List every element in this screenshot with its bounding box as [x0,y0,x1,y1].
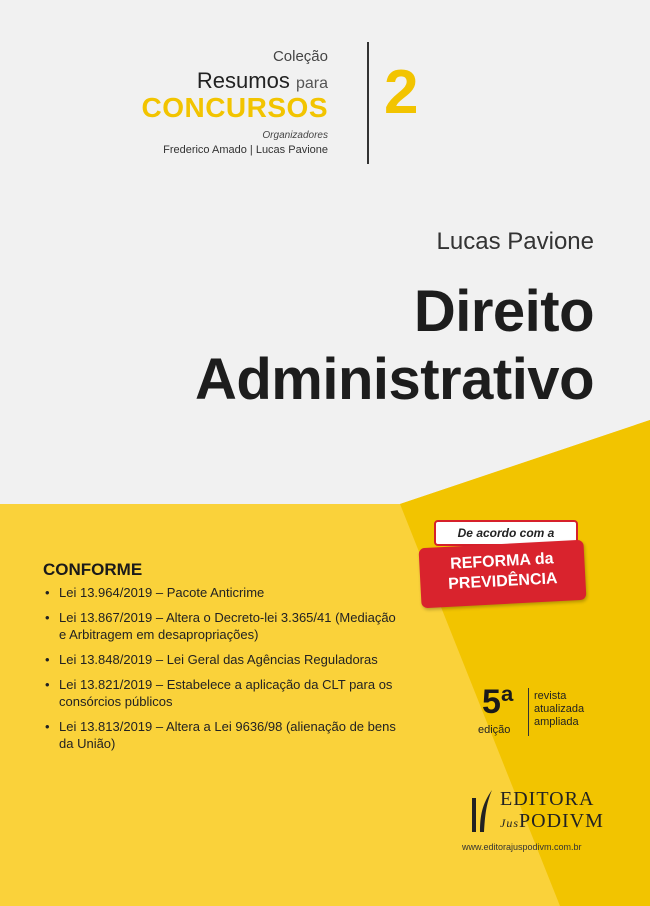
edition-details [534,690,584,729]
law-item: • Lei 13.813/2019 – Altera a Lei 9636/98 (alienação de bens da União) [43,718,403,752]
series-block [141,40,460,170]
badge-line-2: PREVIDÊNCIA [447,570,558,593]
series-colecao: Coleção [272,48,328,65]
series-concursos: CONCURSOS [141,92,328,123]
edition-detail: atualizada [534,703,585,715]
title-line-1: Direito [413,279,594,344]
publisher-jus: Jus [500,816,519,830]
law-list [43,584,403,760]
law-item: • Lei 13.848/2019 – Lei Geral das Agências Reguladoras [43,651,403,668]
reforma-badge [420,520,590,608]
edition-number: 5ª [482,683,514,721]
conforme-heading: CONFORME [43,560,143,579]
publisher-logo [460,784,610,864]
edition-detail: ampliada [534,716,579,728]
organizers-names: Frederico Amado | Lucas Pavione [163,144,328,156]
edition-word: edição [478,724,511,736]
book-title [195,278,594,414]
publisher-podivm: PODIVM [519,810,604,832]
title-line-2: Administrativo [194,347,594,412]
law-item: • Lei 13.821/2019 – Estabelece a aplicação da CLT para os consórcios públicos [43,676,403,710]
volume-number: 2 [384,58,419,127]
series-para-text: para [295,75,328,92]
series-resumos [197,68,328,94]
publisher-quill-icon [468,786,494,834]
badge-line-1: REFORMA da [449,550,554,573]
law-item: • Lei 13.964/2019 – Pacote Anticrime [43,584,403,601]
organizers-label: Organizadores [262,130,328,141]
series-divider [367,42,369,164]
edition-block [474,684,614,744]
publisher-name: EDITORA [500,788,595,810]
publisher-name-2 [500,810,604,833]
badge-red-label [419,540,587,609]
series-resumos-text: Resumos [196,68,290,93]
law-item: • Lei 13.867/2019 – Altera o Decreto-lei 3.365/41 (Mediação e Arbitragem em desapropriações) [43,609,403,643]
edition-divider [528,688,529,736]
author-name: Lucas Pavione [436,228,594,255]
edition-detail: revista [534,690,567,702]
badge-top-label: De acordo com a [434,520,578,546]
publisher-url: www.editorajuspodivm.com.br [462,842,582,852]
